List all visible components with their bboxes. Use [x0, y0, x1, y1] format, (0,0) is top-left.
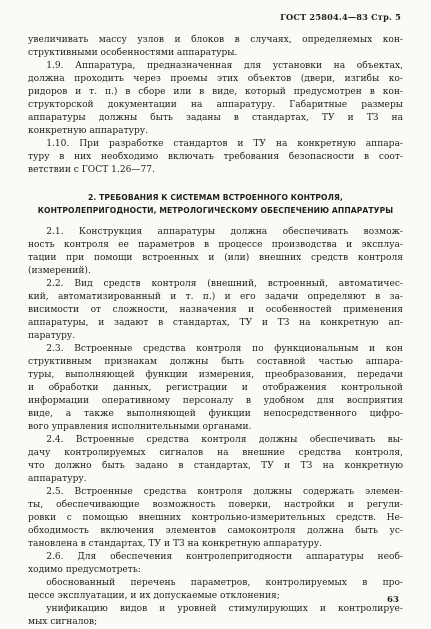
text-line: аппаратуры должны быть заданы в стандартах, ТУ и ТЗ на [28, 113, 403, 123]
text-line: информации оперативному персоналу в удобном для восприятия [28, 396, 403, 406]
text-line: 2.4. Встроенные средства контроля должны обеспечивать вы- [28, 435, 403, 445]
paragraph [28, 226, 403, 278]
text-line: ветствии с ГОСТ 1.26—77. [28, 165, 155, 175]
paragraph [28, 551, 403, 577]
text-line: структивным признакам должны быть составной частью аппара- [28, 357, 403, 367]
text-line: увеличивать массу узлов и блоков в случаях, определяемых кон- [28, 35, 403, 45]
paragraph [28, 34, 403, 60]
spacer [28, 177, 403, 191]
text-line: туру в них необходимо включать требования безопасности в соот- [28, 152, 403, 162]
text-line: виде, а также выполняющей функции непосредственного цифро- [28, 409, 403, 419]
text-line: ты, обеспечивающие возможность поверки, настройки и регули- [28, 500, 403, 510]
text-line: конкретную аппаратуру. [28, 126, 149, 136]
page-header: ГОСТ 25804.4—83 Стр. 5 [280, 12, 401, 22]
document-body [28, 34, 403, 629]
text-line: 2.1. Конструкция аппаратуры должна обеспечивать возмож- [28, 227, 403, 237]
text-line: вого управления исполнительными органами. [28, 422, 252, 432]
text-line: унификацию видов и уровней стимулирующих и контролируе- [28, 604, 403, 614]
text-line: кий, автоматизированный и т. п.) и его задачи определяют в за- [28, 292, 403, 302]
text-line: ходимо предусмотреть: [28, 565, 141, 575]
text-line: мых сигналов; [28, 617, 98, 627]
text-line: дачу контролируемых сигналов на внешние средства контроля, [28, 448, 403, 458]
text-line: 2.3. Встроенные средства контроля по функциональным и кон [28, 344, 403, 354]
text-line: 2.5. Встроенные средства контроля должны содержать элемен- [28, 487, 403, 497]
text-line: структивными особенностями аппаратуры. [28, 48, 238, 58]
text-line: цессе эксплуатации, и их допускаемые отклонения; [28, 591, 280, 601]
paragraph [28, 577, 403, 603]
heading-line: КОНТРОЛЕПРИГОДНОСТИ, МЕТРОЛОГИЧЕСКОМУ ОБЕСПЕЧЕНИЮ АППАРАТУРЫ [37, 206, 394, 215]
text-line: обоснованный перечень параметров, контролируемых в про- [28, 578, 403, 588]
text-line: структорской документации на аппаратуру. Габаритные размеры [28, 100, 403, 110]
text-line: должна проходить через проемы этих объектов (двери, изгибы ко- [28, 74, 403, 84]
text-line: ровки с помощью внешних контрольно-измерительных средств. Не- [28, 513, 403, 523]
text-line: 2.2. Вид средств контроля (внешний, встроенный, автоматичес- [28, 279, 403, 289]
text-line: и обработки данных, регистрации и отображения контрольной [28, 383, 403, 393]
text-line: туры, выполняющей функции измерения, преобразования, передачи [28, 370, 403, 380]
text-line: (измерений). [28, 266, 91, 276]
paragraph [28, 343, 403, 434]
text-line: аппаратуру. [28, 474, 87, 484]
text-line: висимости от сложности, назначения и особенностей применения [28, 305, 403, 315]
text-line: 1.9. Аппаратура, предназначенная для установки на объектах, [28, 61, 403, 71]
text-line: 1.10. При разработке стандартов и ТУ на конкретную аппара- [28, 139, 403, 149]
paragraph [28, 138, 403, 177]
text-line: что должно быть задано в стандартах, ТУ и ТЗ на конкретную [28, 461, 403, 471]
paragraph [28, 278, 403, 343]
text-line: тации при помощи встроенных и (или) внешних средств контроля [28, 253, 403, 263]
paragraph [28, 603, 403, 629]
section-heading [28, 191, 403, 217]
paragraph [28, 434, 403, 486]
text-line: ридоров и т. п.) в сборе или в виде, который предусмотрен в кон- [28, 87, 403, 97]
text-line: паратуру. [28, 331, 76, 341]
paragraph [28, 486, 403, 551]
spacer [28, 217, 403, 226]
text-line: аппаратуры, и задают в стандартах, ТУ и ТЗ на конкретную ап- [28, 318, 403, 328]
text-line: тановлена в стандартах, ТУ и ТЗ на конкретную аппаратуру. [28, 539, 322, 549]
paragraph [28, 60, 403, 138]
text-line: обходимость включения элементов самоконтроля должна быть ус- [28, 526, 403, 536]
text-line: ность контроля ее параметров в процессе производства и эксплуа- [28, 240, 403, 250]
heading-line: 2. ТРЕБОВАНИЯ К СИСТЕМАМ ВСТРОЕННОГО КОНТРОЛЯ, [88, 193, 343, 202]
page-number: 63 [387, 595, 399, 605]
text-line: 2.6. Для обеспечения контролепригодности аппаратуры необ- [28, 552, 403, 562]
